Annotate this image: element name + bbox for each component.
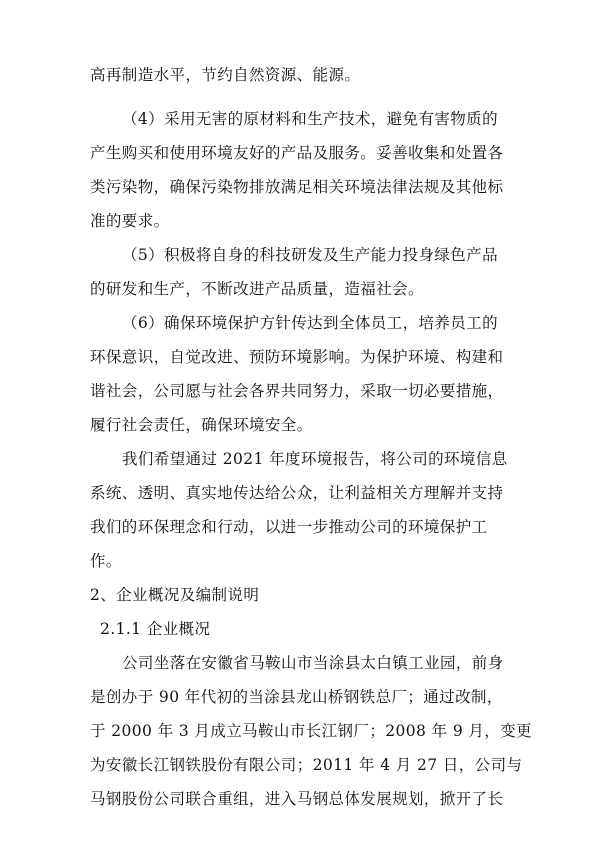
subsection-heading: 2.1.1 企业概况 <box>100 620 211 638</box>
list-item-4-line: （4）采用无害的原材料和生产技术，避免有害物质的 <box>122 110 498 128</box>
paragraph-line: 是创办于 90 年代初的当涂县龙山桥钢铁总厂；通过改制， <box>90 688 503 706</box>
paragraph-line: 环保意识，自觉改进、预防环境影响。为保护环境、构建和 <box>90 348 504 366</box>
paragraph-line: 马钢股份公司联合重组，进入马钢总体发展规划，掀开了长 <box>90 790 504 808</box>
paragraph-line: 为安徽长江钢铁股份有限公司；2011 年 4 月 27 日，公司与 <box>90 756 523 774</box>
paragraph-line: 产生购买和使用环境友好的产品及服务。妥善收集和处置各 <box>90 144 504 162</box>
paragraph-line: 于 2000 年 3 月成立马鞍山市长江钢厂；2008 年 9 月，变更 <box>90 722 533 740</box>
list-item-5-line: （5）积极将自身的科技研发及生产能力投身绿色产品 <box>122 246 498 264</box>
paragraph-line: 公司坐落在安徽省马鞍山市当涂县太白镇工业园，前身 <box>122 654 504 672</box>
list-item-6-line: （6）确保环境保护方针传达到全体员工，培养员工的 <box>122 314 498 332</box>
paragraph-line: 我们希望通过 2021 年度环境报告，将公司的环境信息 <box>122 450 508 468</box>
paragraph-line: 谐社会，公司愿与社会各界共同努力，采取一切必要措施， <box>90 382 504 400</box>
paragraph-line: 作。 <box>90 552 122 570</box>
paragraph-line: 的研发和生产，不断改进产品质量，造福社会。 <box>90 280 424 298</box>
section-heading: 2、企业概况及编制说明 <box>90 586 260 604</box>
paragraph-line: 高再制造水平，节约自然资源、能源。 <box>90 66 361 84</box>
paragraph-line: 系统、透明、真实地传达给公众，让利益相关方理解并支持 <box>90 484 504 502</box>
paragraph-line: 我们的环保理念和行动，以进一步推动公司的环境保护工 <box>90 518 488 536</box>
paragraph-line: 准的要求。 <box>90 212 170 230</box>
paragraph-line: 类污染物，确保污染物排放满足相关环境法律法规及其他标 <box>90 178 504 196</box>
paragraph-line: 履行社会责任，确保环境安全。 <box>90 416 313 434</box>
